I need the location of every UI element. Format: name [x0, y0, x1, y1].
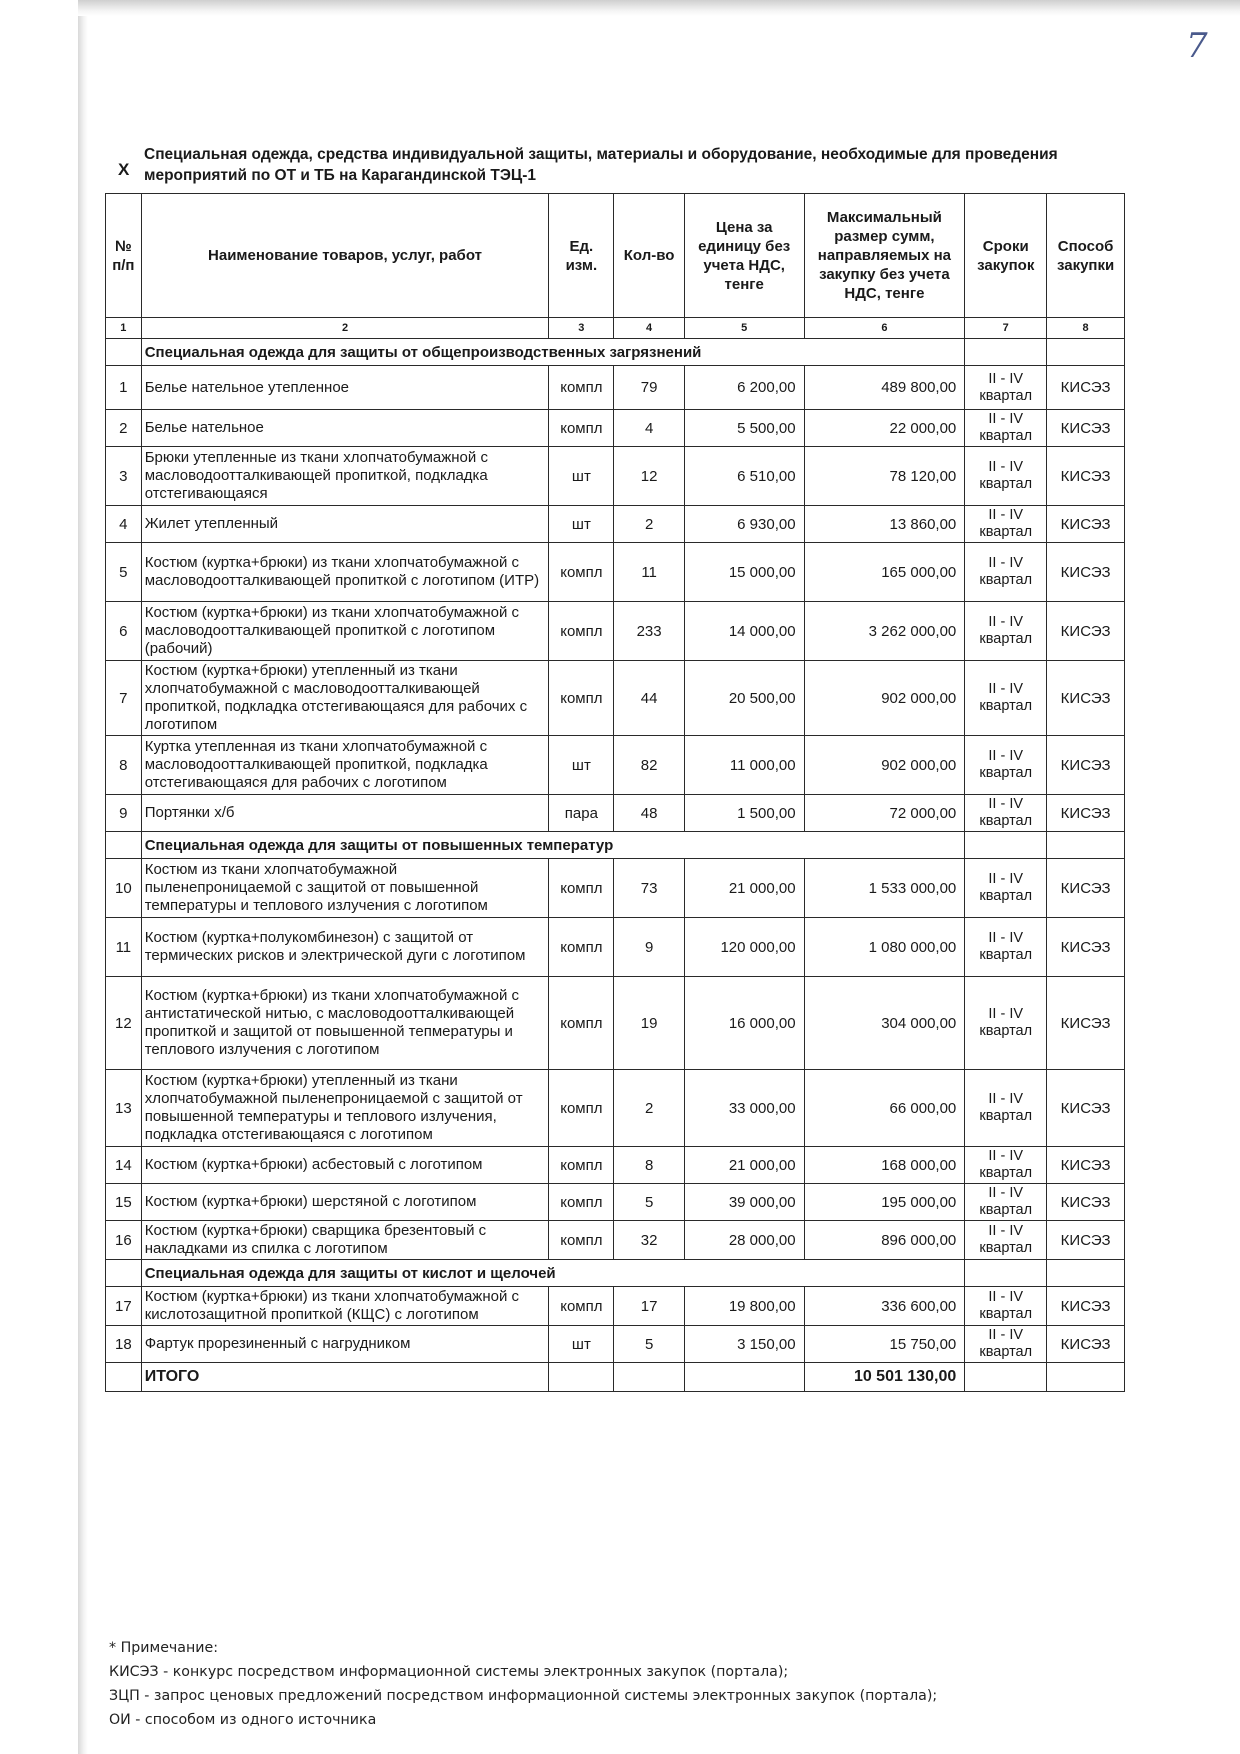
item-name: Белье нательное	[141, 410, 549, 447]
unit-cell: компл	[549, 1070, 614, 1147]
sum-cell: 902 000,00	[804, 736, 965, 795]
row-number: 15	[106, 1184, 142, 1221]
row-number: 9	[106, 795, 142, 832]
group-empty-cell	[965, 339, 1047, 366]
price-cell: 6 510,00	[684, 447, 804, 506]
term-cell: II - IV квартал	[965, 1287, 1047, 1326]
item-name: Костюм (куртка+брюки) асбестовый с логотипом	[141, 1147, 549, 1184]
unit-cell: шт	[549, 736, 614, 795]
column-number-cell: 1	[106, 318, 142, 339]
row-number: 11	[106, 918, 142, 977]
quantity-cell: 73	[614, 859, 684, 918]
unit-cell: шт	[549, 1326, 614, 1363]
group-title: Специальная одежда для защиты от повышенных температур	[141, 832, 965, 859]
sum-cell: 66 000,00	[804, 1070, 965, 1147]
column-header: № п/п	[106, 194, 142, 318]
column-header: Максимальный размер сумм, направляемых на закупку без учета НДС, тенге	[804, 194, 965, 318]
unit-cell: компл	[549, 1184, 614, 1221]
price-cell: 3 150,00	[684, 1326, 804, 1363]
quantity-cell: 5	[614, 1326, 684, 1363]
footnote	[109, 1636, 1189, 1732]
group-number-cell	[106, 339, 142, 366]
sum-cell: 304 000,00	[804, 977, 965, 1070]
sum-cell: 168 000,00	[804, 1147, 965, 1184]
term-cell: II - IV квартал	[965, 1184, 1047, 1221]
table-row	[106, 1287, 1125, 1326]
column-header: Ед. изм.	[549, 194, 614, 318]
total-empty-cell	[106, 1363, 142, 1392]
item-name: Белье нательное утепленное	[141, 366, 549, 410]
group-number-cell	[106, 1260, 142, 1287]
group-empty-cell	[1047, 832, 1125, 859]
quantity-cell: 19	[614, 977, 684, 1070]
unit-cell: компл	[549, 1221, 614, 1260]
section-number: X	[118, 160, 130, 179]
term-cell: II - IV квартал	[965, 1070, 1047, 1147]
unit-cell: компл	[549, 543, 614, 602]
item-name: Фартук прорезиненный с нагрудником	[141, 1326, 549, 1363]
table-row	[106, 918, 1125, 977]
scan-page-top-edge	[78, 0, 1240, 16]
item-name: Костюм (куртка+брюки) шерстяной с логотипом	[141, 1184, 549, 1221]
item-name: Жилет утепленный	[141, 506, 549, 543]
unit-cell: компл	[549, 602, 614, 661]
unit-cell: компл	[549, 410, 614, 447]
group-empty-cell	[965, 832, 1047, 859]
term-cell: II - IV квартал	[965, 506, 1047, 543]
price-cell: 39 000,00	[684, 1184, 804, 1221]
row-number: 7	[106, 661, 142, 736]
method-cell: КИСЭЗ	[1047, 1326, 1125, 1363]
row-number: 13	[106, 1070, 142, 1147]
row-number: 16	[106, 1221, 142, 1260]
quantity-cell: 12	[614, 447, 684, 506]
row-number: 3	[106, 447, 142, 506]
unit-cell: компл	[549, 1287, 614, 1326]
total-empty-cell	[1047, 1363, 1125, 1392]
price-cell: 19 800,00	[684, 1287, 804, 1326]
scan-page-edge	[78, 0, 88, 1754]
price-cell: 28 000,00	[684, 1221, 804, 1260]
price-cell: 21 000,00	[684, 859, 804, 918]
quantity-cell: 233	[614, 602, 684, 661]
footnote-line: ЗЦП - запрос ценовых предложений посредством информационной системы электронных закупок (портала);	[109, 1688, 938, 1704]
column-header: Цена за единицу без учета НДС, тенге	[684, 194, 804, 318]
column-header: Наименование товаров, услуг, работ	[141, 194, 549, 318]
item-name: Костюм (куртка+брюки) утепленный из ткани хлопчатобумажной пыленепроницаемой с защитой от повышенной температуры и теплового излучения, подкладка отстегивающаяся с логотипом	[141, 1070, 549, 1147]
unit-cell: компл	[549, 366, 614, 410]
term-cell: II - IV квартал	[965, 918, 1047, 977]
quantity-cell: 48	[614, 795, 684, 832]
item-name: Портянки х/б	[141, 795, 549, 832]
table-row	[106, 1326, 1125, 1363]
group-header-row	[106, 339, 1125, 366]
group-empty-cell	[1047, 1260, 1125, 1287]
row-number: 14	[106, 1147, 142, 1184]
column-number-cell: 8	[1047, 318, 1125, 339]
item-name: Костюм (куртка+брюки) утепленный из ткани хлопчатобумажной с масловодоотталкивающей пропиткой, подкладка отстегивающаяся для рабочих с логотипом	[141, 661, 549, 736]
unit-cell: шт	[549, 506, 614, 543]
column-number-cell: 5	[684, 318, 804, 339]
sum-cell: 3 262 000,00	[804, 602, 965, 661]
term-cell: II - IV квартал	[965, 1221, 1047, 1260]
column-header: Способ закупки	[1047, 194, 1125, 318]
unit-cell: компл	[549, 859, 614, 918]
column-number-cell: 2	[141, 318, 549, 339]
table-row	[106, 1147, 1125, 1184]
table-row	[106, 795, 1125, 832]
method-cell: КИСЭЗ	[1047, 543, 1125, 602]
method-cell: КИСЭЗ	[1047, 661, 1125, 736]
footnote-line: КИСЭЗ - конкурс посредством информационной системы электронных закупок (портала);	[109, 1664, 789, 1680]
term-cell: II - IV квартал	[965, 543, 1047, 602]
price-cell: 1 500,00	[684, 795, 804, 832]
section-title: Специальная одежда, средства индивидуальной защиты, материалы и оборудование, необходимые для проведения мероприятий по ОТ и ТБ на Карагандинской ТЭЦ-1	[144, 146, 1058, 184]
price-cell: 5 500,00	[684, 410, 804, 447]
unit-cell: пара	[549, 795, 614, 832]
term-cell: II - IV квартал	[965, 1326, 1047, 1363]
item-name: Костюм из ткани хлопчатобумажной пыленепроницаемой с защитой от повышенной температуры и теплового излучения с логотипом	[141, 859, 549, 918]
table-row	[106, 1070, 1125, 1147]
column-header: Кол-во	[614, 194, 684, 318]
method-cell: КИСЭЗ	[1047, 506, 1125, 543]
term-cell: II - IV квартал	[965, 661, 1047, 736]
item-name: Костюм (куртка+полукомбинезон) с защитой от термических рисков и электрической дуги с логотипом	[141, 918, 549, 977]
row-number: 12	[106, 977, 142, 1070]
group-header-row	[106, 1260, 1125, 1287]
quantity-cell: 11	[614, 543, 684, 602]
sum-cell: 13 860,00	[804, 506, 965, 543]
quantity-cell: 44	[614, 661, 684, 736]
table-row	[106, 506, 1125, 543]
quantity-cell: 79	[614, 366, 684, 410]
item-name: Костюм (куртка+брюки) из ткани хлопчатобумажной с кислотозащитной пропиткой (КЩС) с логотипом	[141, 1287, 549, 1326]
table-row	[106, 410, 1125, 447]
column-number-cell: 4	[614, 318, 684, 339]
sum-cell: 896 000,00	[804, 1221, 965, 1260]
total-empty-cell	[549, 1363, 614, 1392]
column-number-cell: 7	[965, 318, 1047, 339]
term-cell: II - IV квартал	[965, 736, 1047, 795]
total-empty-cell	[614, 1363, 684, 1392]
row-number: 6	[106, 602, 142, 661]
item-name: Костюм (куртка+брюки) из ткани хлопчатобумажной с антистатической нитью, с масловодоотталкивающей пропиткой и защитой от повышенной тепмературы и теплового излучения с логотипом	[141, 977, 549, 1070]
group-empty-cell	[965, 1260, 1047, 1287]
price-cell: 6 200,00	[684, 366, 804, 410]
method-cell: КИСЭЗ	[1047, 602, 1125, 661]
table-body	[106, 339, 1125, 1392]
row-number: 2	[106, 410, 142, 447]
term-cell: II - IV квартал	[965, 602, 1047, 661]
term-cell: II - IV квартал	[965, 1147, 1047, 1184]
unit-cell: компл	[549, 1147, 614, 1184]
group-title: Специальная одежда для защиты от общепроизводственных загрязнений	[141, 339, 965, 366]
quantity-cell: 5	[614, 1184, 684, 1221]
sum-cell: 489 800,00	[804, 366, 965, 410]
row-number: 8	[106, 736, 142, 795]
total-empty-cell	[684, 1363, 804, 1392]
item-name: Костюм (куртка+брюки) из ткани хлопчатобумажной с масловодоотталкивающей пропиткой с логотипом (ИТР)	[141, 543, 549, 602]
table-row	[106, 543, 1125, 602]
column-header: Сроки закупок	[965, 194, 1047, 318]
group-header-row	[106, 832, 1125, 859]
column-number-row	[106, 318, 1125, 339]
quantity-cell: 4	[614, 410, 684, 447]
row-number: 18	[106, 1326, 142, 1363]
item-name: Костюм (куртка+брюки) сварщика брезентовый с накладками из спилка с логотипом	[141, 1221, 549, 1260]
table-row	[106, 447, 1125, 506]
table-row	[106, 859, 1125, 918]
group-empty-cell	[1047, 339, 1125, 366]
item-name: Куртка утепленная из ткани хлопчатобумажной с масловодоотталкивающей пропиткой, подкладка отстегивающаяся для рабочих с логотипом	[141, 736, 549, 795]
sum-cell: 336 600,00	[804, 1287, 965, 1326]
row-number: 10	[106, 859, 142, 918]
total-sum: 10 501 130,00	[804, 1363, 965, 1392]
quantity-cell: 2	[614, 1070, 684, 1147]
sum-cell: 22 000,00	[804, 410, 965, 447]
price-cell: 21 000,00	[684, 1147, 804, 1184]
method-cell: КИСЭЗ	[1047, 977, 1125, 1070]
price-cell: 15 000,00	[684, 543, 804, 602]
group-title: Специальная одежда для защиты от кислот и щелочей	[141, 1260, 965, 1287]
table-row	[106, 736, 1125, 795]
sum-cell: 165 000,00	[804, 543, 965, 602]
method-cell: КИСЭЗ	[1047, 795, 1125, 832]
table-row	[106, 366, 1125, 410]
sum-cell: 78 120,00	[804, 447, 965, 506]
method-cell: КИСЭЗ	[1047, 736, 1125, 795]
term-cell: II - IV квартал	[965, 795, 1047, 832]
method-cell: КИСЭЗ	[1047, 1287, 1125, 1326]
price-cell: 11 000,00	[684, 736, 804, 795]
term-cell: II - IV квартал	[965, 447, 1047, 506]
quantity-cell: 2	[614, 506, 684, 543]
method-cell: КИСЭЗ	[1047, 410, 1125, 447]
method-cell: КИСЭЗ	[1047, 366, 1125, 410]
column-number-cell: 6	[804, 318, 965, 339]
method-cell: КИСЭЗ	[1047, 1221, 1125, 1260]
price-cell: 120 000,00	[684, 918, 804, 977]
unit-cell: компл	[549, 918, 614, 977]
method-cell: КИСЭЗ	[1047, 918, 1125, 977]
total-label: ИТОГО	[141, 1363, 549, 1392]
price-cell: 20 500,00	[684, 661, 804, 736]
footnote-heading: * Примечание:	[109, 1640, 219, 1656]
row-number: 4	[106, 506, 142, 543]
total-row	[106, 1363, 1125, 1392]
quantity-cell: 17	[614, 1287, 684, 1326]
procurement-table	[105, 193, 1125, 1392]
quantity-cell: 9	[614, 918, 684, 977]
quantity-cell: 32	[614, 1221, 684, 1260]
table-row	[106, 602, 1125, 661]
table-row	[106, 1221, 1125, 1260]
term-cell: II - IV квартал	[965, 366, 1047, 410]
row-number: 5	[106, 543, 142, 602]
price-cell: 16 000,00	[684, 977, 804, 1070]
table-header-row	[106, 194, 1125, 318]
term-cell: II - IV квартал	[965, 410, 1047, 447]
sum-cell: 15 750,00	[804, 1326, 965, 1363]
table-row	[106, 661, 1125, 736]
item-name: Костюм (куртка+брюки) из ткани хлопчатобумажной с масловодоотталкивающей пропиткой с логотипом (рабочий)	[141, 602, 549, 661]
method-cell: КИСЭЗ	[1047, 859, 1125, 918]
unit-cell: компл	[549, 977, 614, 1070]
column-number-cell: 3	[549, 318, 614, 339]
method-cell: КИСЭЗ	[1047, 1070, 1125, 1147]
footnote-line: ОИ - способом из одного источника	[109, 1712, 377, 1728]
group-number-cell	[106, 832, 142, 859]
sum-cell: 1 080 000,00	[804, 918, 965, 977]
row-number: 1	[106, 366, 142, 410]
price-cell: 6 930,00	[684, 506, 804, 543]
sum-cell: 1 533 000,00	[804, 859, 965, 918]
quantity-cell: 82	[614, 736, 684, 795]
item-name: Брюки утепленные из ткани хлопчатобумажной с масловодоотталкивающей пропиткой, подкладка отстегивающаяся	[141, 447, 549, 506]
price-cell: 33 000,00	[684, 1070, 804, 1147]
sum-cell: 902 000,00	[804, 661, 965, 736]
method-cell: КИСЭЗ	[1047, 447, 1125, 506]
row-number: 17	[106, 1287, 142, 1326]
sum-cell: 195 000,00	[804, 1184, 965, 1221]
term-cell: II - IV квартал	[965, 859, 1047, 918]
term-cell: II - IV квартал	[965, 977, 1047, 1070]
price-cell: 14 000,00	[684, 602, 804, 661]
quantity-cell: 8	[614, 1147, 684, 1184]
table-row	[106, 1184, 1125, 1221]
unit-cell: шт	[549, 447, 614, 506]
method-cell: КИСЭЗ	[1047, 1184, 1125, 1221]
unit-cell: компл	[549, 661, 614, 736]
method-cell: КИСЭЗ	[1047, 1147, 1125, 1184]
page-number-handwritten: 7	[1186, 26, 1208, 66]
total-empty-cell	[965, 1363, 1047, 1392]
sum-cell: 72 000,00	[804, 795, 965, 832]
table-row	[106, 977, 1125, 1070]
